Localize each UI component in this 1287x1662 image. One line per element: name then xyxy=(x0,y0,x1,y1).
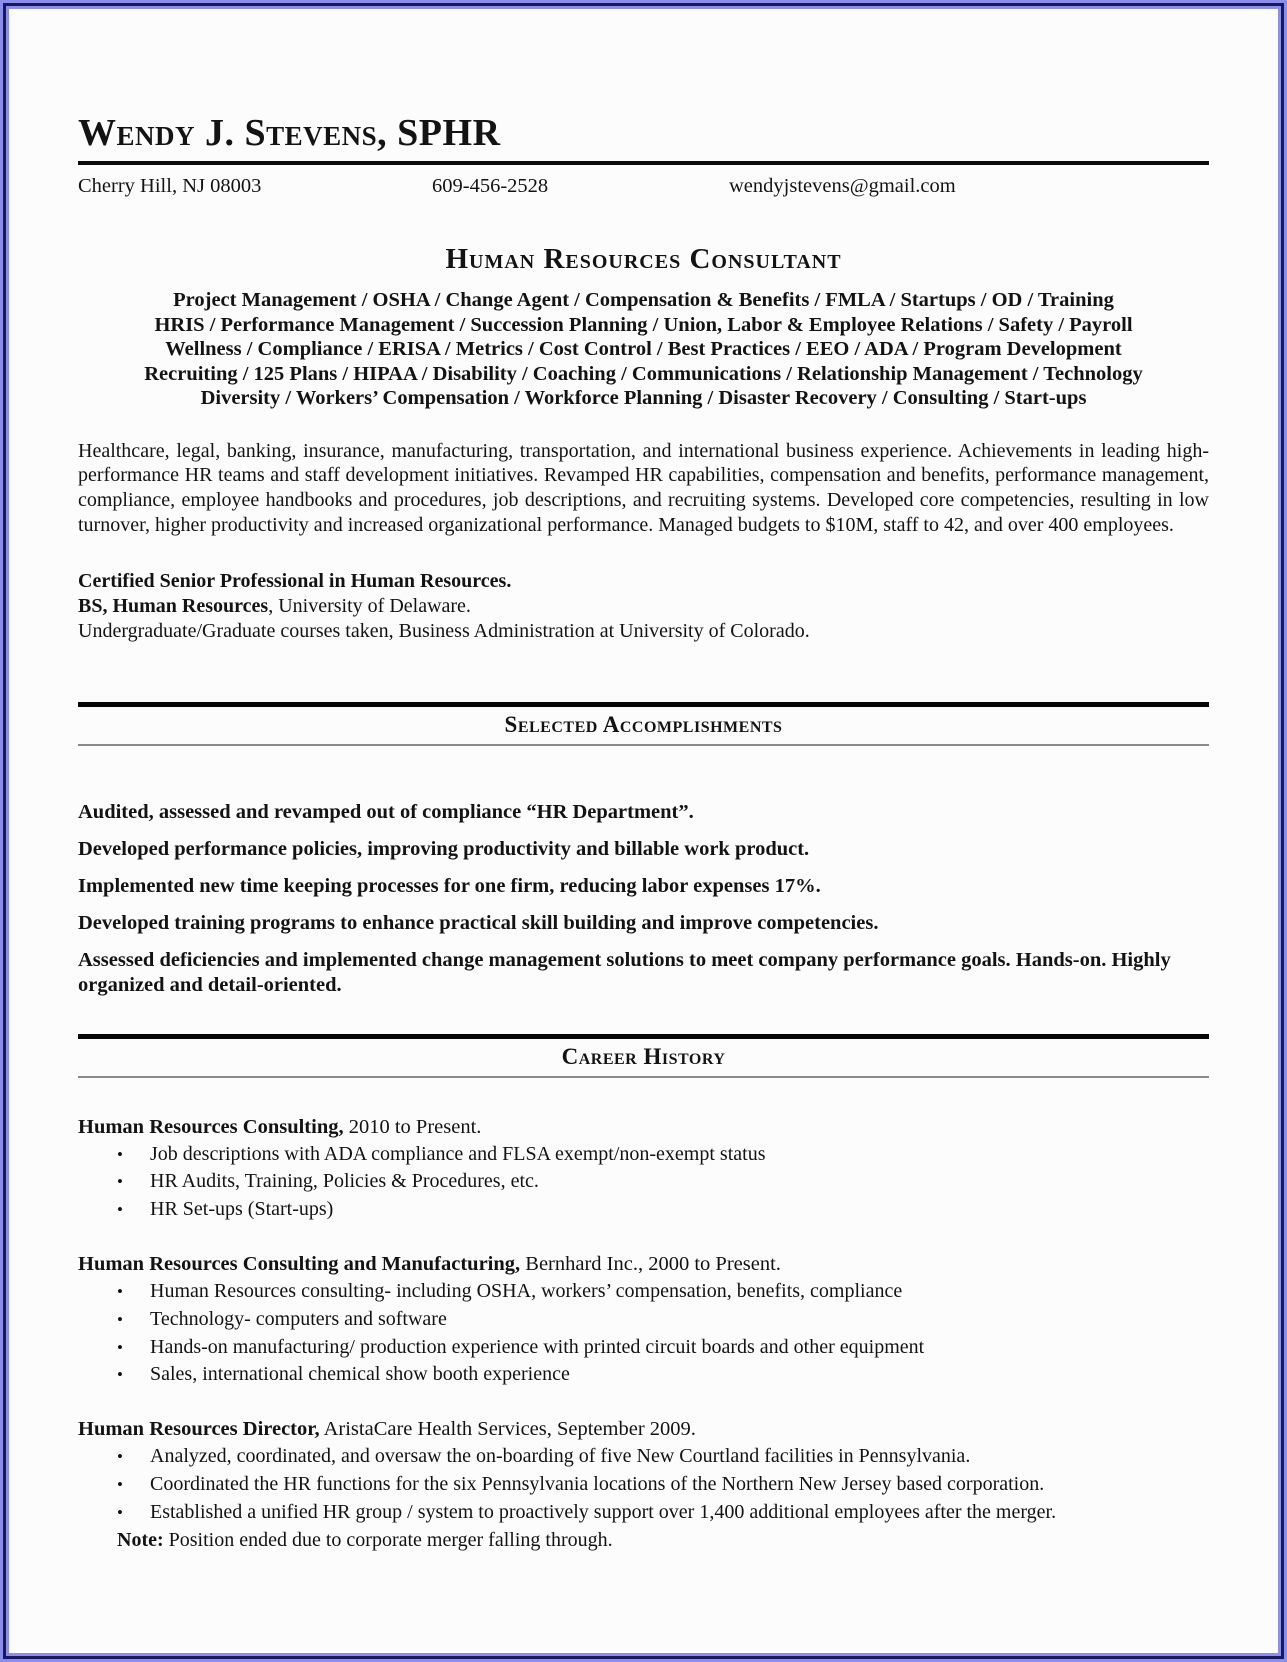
section-heading-career xyxy=(78,1034,1209,1078)
bullet-icon: • xyxy=(117,1144,123,1164)
bullet-text: HR Set-ups (Start-ups) xyxy=(150,1198,334,1221)
bullet-text: Hands-on manufacturing/ production experience with printed circuit boards and other equipment xyxy=(150,1335,925,1358)
job-bullet xyxy=(78,1168,1209,1196)
bullet-text: HR Audits, Training, Policies & Procedures, etc. xyxy=(150,1170,539,1193)
keywords-line: HRIS / Performance Management / Succession Planning / Union, Labor & Employee Relations / Safety / Payroll xyxy=(154,313,1133,336)
job-bullet xyxy=(78,1196,1209,1224)
keywords-line: Wellness / Compliance / ERISA / Metrics / Cost Control / Best Practices / EEO / ADA / Program Development xyxy=(165,338,1122,361)
job-bullet xyxy=(78,1334,1209,1362)
contact-phone: 609-456-2528 xyxy=(432,174,549,197)
bullet-text: Technology- computers and software xyxy=(150,1307,447,1330)
section-title: Career History xyxy=(561,1043,726,1069)
headline-title: Human Resources Consultant xyxy=(445,243,842,276)
section-divider-light xyxy=(78,744,1209,746)
section-divider-light xyxy=(78,1076,1209,1078)
contact-location: Cherry Hill, NJ 08003 xyxy=(78,174,262,197)
career-jobs xyxy=(78,1114,1209,1555)
contact-row xyxy=(78,174,1209,200)
bullet-icon: • xyxy=(117,1337,123,1357)
job-title: Human Resources Director, xyxy=(78,1418,320,1441)
job-bullet xyxy=(78,1306,1209,1334)
job-bullet xyxy=(78,1278,1209,1306)
bullet-text: Human Resources consulting- including OSHA, workers’ compensation, benefits, compliance xyxy=(150,1279,903,1302)
keywords-line: Diversity / Workers’ Compensation / Workforce Planning / Disaster Recovery / Consulting / Start-ups xyxy=(200,387,1087,410)
keywords-line: Recruiting / 125 Plans / HIPAA / Disability / Coaching / Communications / Relationship Management / Technology xyxy=(144,362,1143,385)
job-bullet xyxy=(78,1499,1209,1527)
contact-email: wendyjstevens@gmail.com xyxy=(729,174,956,197)
bullet-icon: • xyxy=(117,1281,123,1301)
job-bullet xyxy=(78,1361,1209,1389)
accomplishment-item: Developed performance policies, improving productivity and billable work product. xyxy=(78,837,810,860)
job-bullet xyxy=(78,1141,1209,1169)
bullet-icon: • xyxy=(117,1502,123,1522)
accomplishment-item: Assessed deficiencies and implemented change management solutions to meet company performance goals. Hands-on. Highly organized and detail-oriented. xyxy=(78,948,1171,996)
bullet-text: Coordinated the HR functions for the six Pennsylvania locations of the Northern New Jersey based corporation. xyxy=(150,1472,1045,1495)
job-title: Human Resources Consulting and Manufacturing, xyxy=(78,1252,521,1275)
job-note xyxy=(78,1527,1209,1555)
bullet-text: Established a unified HR group / system to proactively support over 1,400 additional employees after the merger. xyxy=(150,1500,1057,1523)
credential-line: Certified Senior Professional in Human Resources. xyxy=(78,570,512,593)
bullet-icon: • xyxy=(117,1365,123,1385)
bullet-icon: • xyxy=(117,1172,123,1192)
job-heading xyxy=(78,1251,1209,1278)
job-entry xyxy=(78,1251,1209,1389)
bullet-icon: • xyxy=(117,1200,123,1220)
accomplishment-item: Developed training programs to enhance practical skill building and improve competencies. xyxy=(78,911,879,934)
bullet-icon: • xyxy=(117,1474,123,1494)
job-bullet xyxy=(78,1471,1209,1499)
job-title: Human Resources Consulting, xyxy=(78,1115,344,1138)
keywords-block xyxy=(78,288,1209,411)
job-detail: 2010 to Present. xyxy=(343,1115,482,1138)
bullet-icon: • xyxy=(117,1447,123,1467)
section-title: Selected Accomplishments xyxy=(504,711,783,737)
credentials-block xyxy=(78,569,1209,643)
job-note-text: Position ended due to corporate merger falling through. xyxy=(163,1528,613,1551)
header-rule xyxy=(78,161,1209,165)
job-heading xyxy=(78,1416,1209,1443)
accomplishment-item: Implemented new time keeping processes for one firm, reducing labor expenses 17%. xyxy=(78,874,821,897)
job-detail: AristaCare Health Services, September 2009. xyxy=(319,1418,696,1441)
section-heading-accomplishments xyxy=(78,702,1209,746)
job-entry xyxy=(78,1416,1209,1554)
accomplishment-item: Audited, assessed and revamped out of compliance “HR Department”. xyxy=(78,800,694,823)
credential-line: Undergraduate/Graduate courses taken, Business Administration at University of Colorado. xyxy=(78,619,810,642)
bullet-text: Job descriptions with ADA compliance and FLSA exempt/non-exempt status xyxy=(150,1142,766,1165)
keywords-line: Project Management / OSHA / Change Agent / Compensation & Benefits / FMLA / Startups / OD / Training xyxy=(173,289,1114,312)
credential-line: BS, Human Resources, University of Delaware. xyxy=(78,594,471,617)
bullet-icon: • xyxy=(117,1309,123,1329)
job-entry xyxy=(78,1114,1209,1224)
candidate-name: Wendy J. Stevens, SPHR xyxy=(78,112,501,154)
summary-paragraph: Healthcare, legal, banking, insurance, manufacturing, transportation, and international business experience. Achievements in leading high-performance HR teams and staff development initiatives. Revamped HR capabilities, compensation and benefits, performance management, compliance, employee handbooks and procedures, job descriptions, and recruiting systems. Developed core competencies, resulting in low turnover, higher productivity and increased organizational performance. Managed budgets to $10M, staff to 42, and over 400 employees. xyxy=(78,439,1209,536)
bullet-text: Analyzed, coordinated, and oversaw the on-boarding of five New Courtland facilities in Pennsylvania. xyxy=(150,1445,971,1468)
job-bullet xyxy=(78,1443,1209,1471)
job-detail: Bernhard Inc., 2000 to Present. xyxy=(520,1252,781,1275)
job-note-label: Note: xyxy=(117,1528,164,1551)
bullet-text: Sales, international chemical show booth experience xyxy=(150,1363,570,1386)
accomplishments-list xyxy=(78,800,1209,998)
job-heading xyxy=(78,1114,1209,1141)
